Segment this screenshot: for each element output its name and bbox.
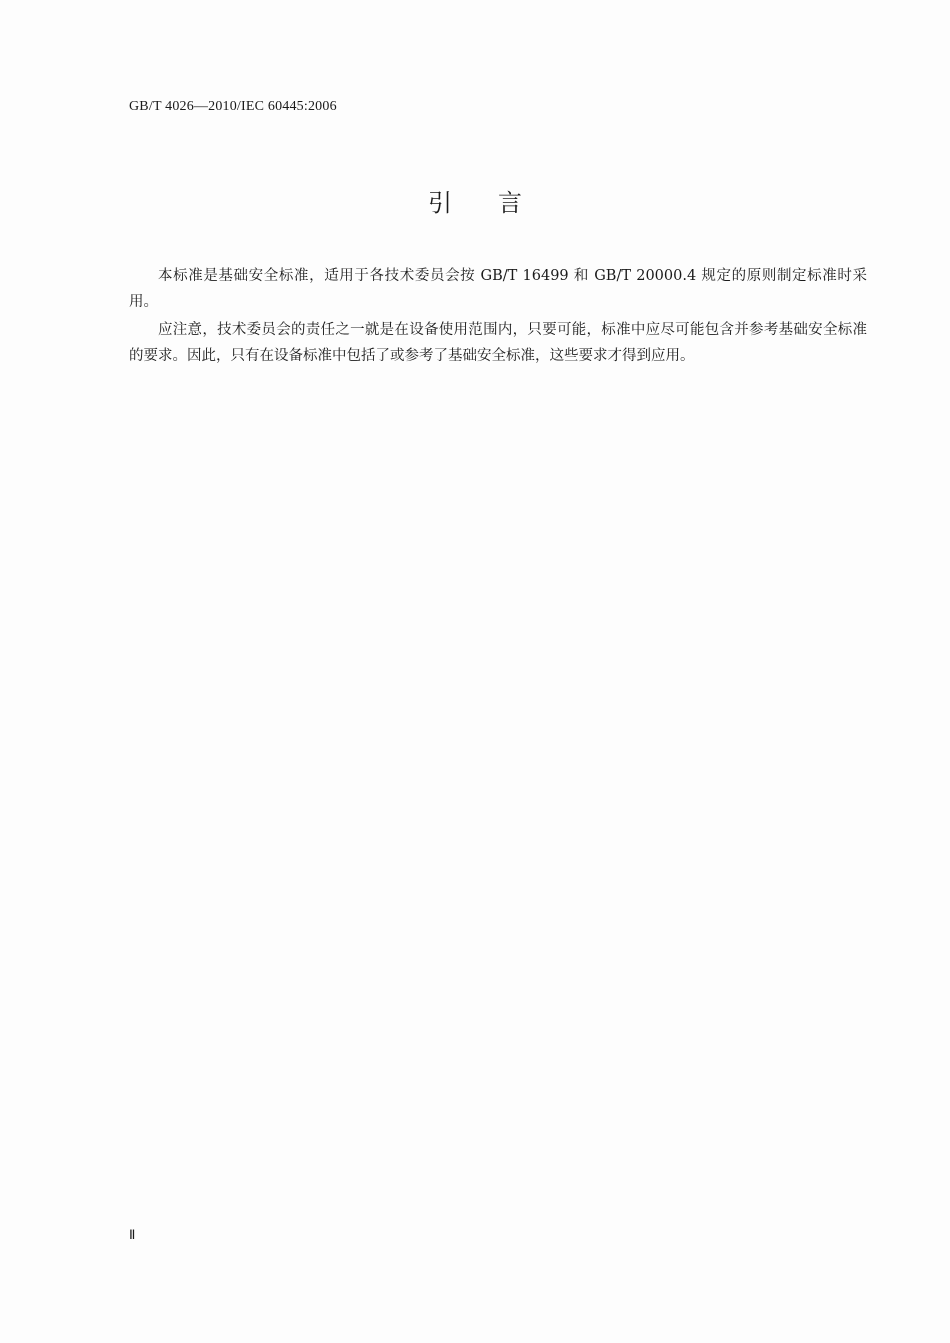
paragraph-1: 本标准是基础安全标准，适用于各技术委员会按 GB/T 16499 和 GB/T 20000.4 规定的原则制定标准时采用。 — [129, 268, 867, 310]
body-text — [129, 263, 867, 371]
page-number: Ⅱ — [129, 1227, 136, 1242]
section-title: 引言 — [428, 189, 568, 217]
paragraph-2: 应注意，技术委员会的责任之一就是在设备使用范围内，只要可能，标准中应尽可能包含并参考基础安全标准的要求。因此，只有在设备标准中包括了或参考了基础安全标准，这些要求才得到应用。 — [129, 322, 867, 364]
standard-code-header: GB/T 4026—2010/IEC 60445:2006 — [129, 99, 337, 114]
